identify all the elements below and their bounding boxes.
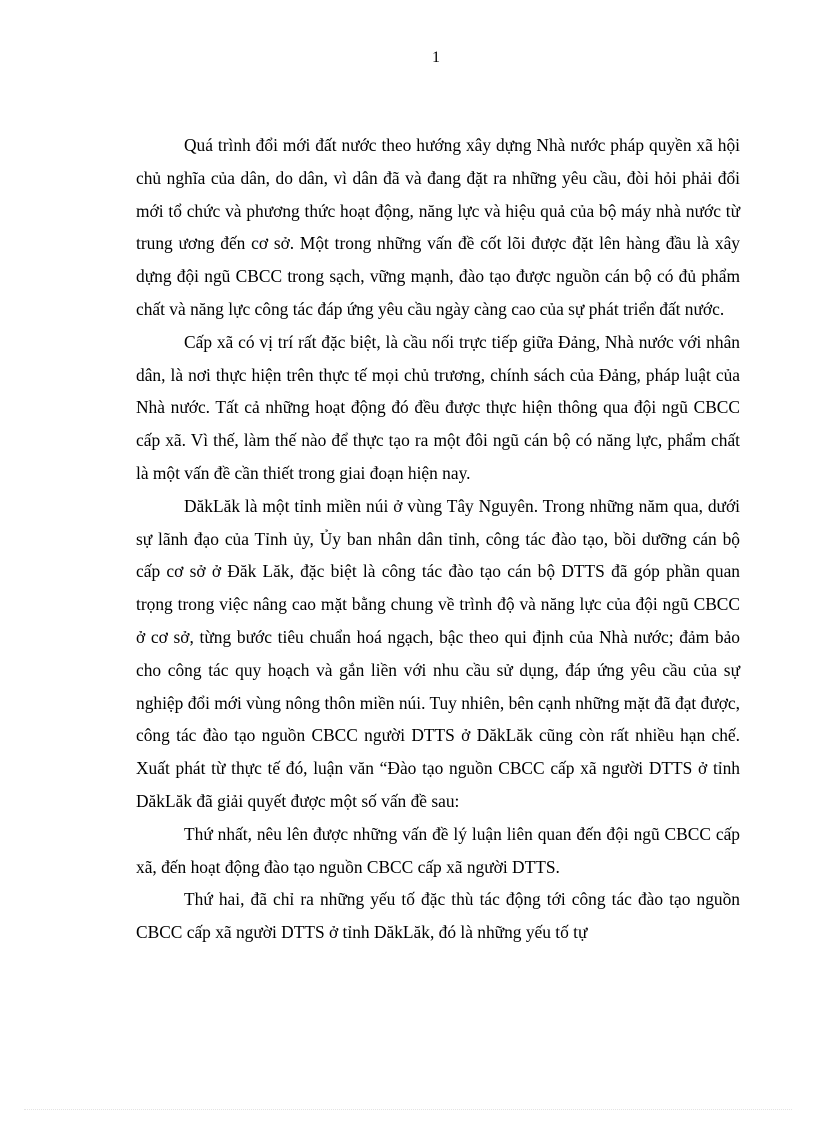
page-number: 1 [432,49,440,66]
paragraph-daklak: DăkLăk là một tỉnh miền núi ở vùng Tây Nguyên. Trong những năm qua, dưới sự lãnh đạo của Tỉnh ủy, Ủy ban nhân dân tỉnh, công tác đào tạo, bồi dưỡng cán bộ cấp cơ sở ở Đăk Lăk, đặc biệt là công tác đào tạo cán bộ DTTS đã góp phần quan trọng trong việc nâng cao mặt bằng chung về trình độ và năng lực của đội ngũ CBCC ở cơ sở, từng bước tiêu chuẩn hoá ngạch, bậc theo qui định của Nhà nước; đảm bảo cho công tác quy hoạch và gắn liền với nhu cầu sử dụng, đáp ứng yêu cầu của sự nghiệp đổi mới vùng nông thôn miền núi. Tuy nhiên, bên cạnh những mặt đã đạt được, công tác đào tạo nguồn CBCC người DTTS ở DăkLăk cũng còn rất nhiều hạn chế. Xuất phát từ thực tế đó, luận văn “Đào tạo nguồn CBCC cấp xã người DTTS ở tỉnh DăkLăk đã giải quyết được một số vấn đề sau: [136,495,740,811]
paragraph-second-point: Thứ hai, đã chỉ ra những yếu tố đặc thù tác động tới công tác đào tạo nguồn CBCC cấp xã người DTTS ở tỉnh DăkLăk, đó là những yếu tố tự [136,889,740,943]
page-bottom-divider [24,1109,792,1110]
paragraph-commune-level: Cấp xã có vị trí rất đặc biệt, là cầu nối trực tiếp giữa Đảng, Nhà nước với nhân dân, là nơi thực hiện trên thực tế mọi chủ trương, chính sách của Đảng, pháp luật của Nhà nước. Tất cả những hoạt động đó đều được thực hiện thông qua đội ngũ CBCC cấp xã. Vì thế, làm thế nào để thực tạo ra một đôi ngũ cán bộ có năng lực, phẩm chất là một vấn đề cần thiết trong giai đoạn hiện nay. [136,331,740,483]
paragraph-first-point: Thứ nhất, nêu lên được những vấn đề lý luận liên quan đến đội ngũ CBCC cấp xã, đến hoạt động đào tạo nguồn CBCC cấp xã người DTTS. [136,823,740,877]
document-body [136,129,740,949]
paragraph-introduction: Quá trình đổi mới đất nước theo hướng xây dựng Nhà nước pháp quyền xã hội chủ nghĩa của dân, do dân, vì dân đã và đang đặt ra những yêu cầu, đòi hỏi phải đổi mới tổ chức và phương thức hoạt động, năng lực và hiệu quả của bộ máy nhà nước từ trung ương đến cơ sở. Một trong những vấn đề cốt lõi được đặt lên hàng đầu là xây dựng đội ngũ CBCC trong sạch, vững mạnh, đào tạo được nguồn cán bộ có đủ phẩm chất và năng lực công tác đáp ứng yêu cầu ngày càng cao của sự phát triển đất nước. [136,135,740,319]
